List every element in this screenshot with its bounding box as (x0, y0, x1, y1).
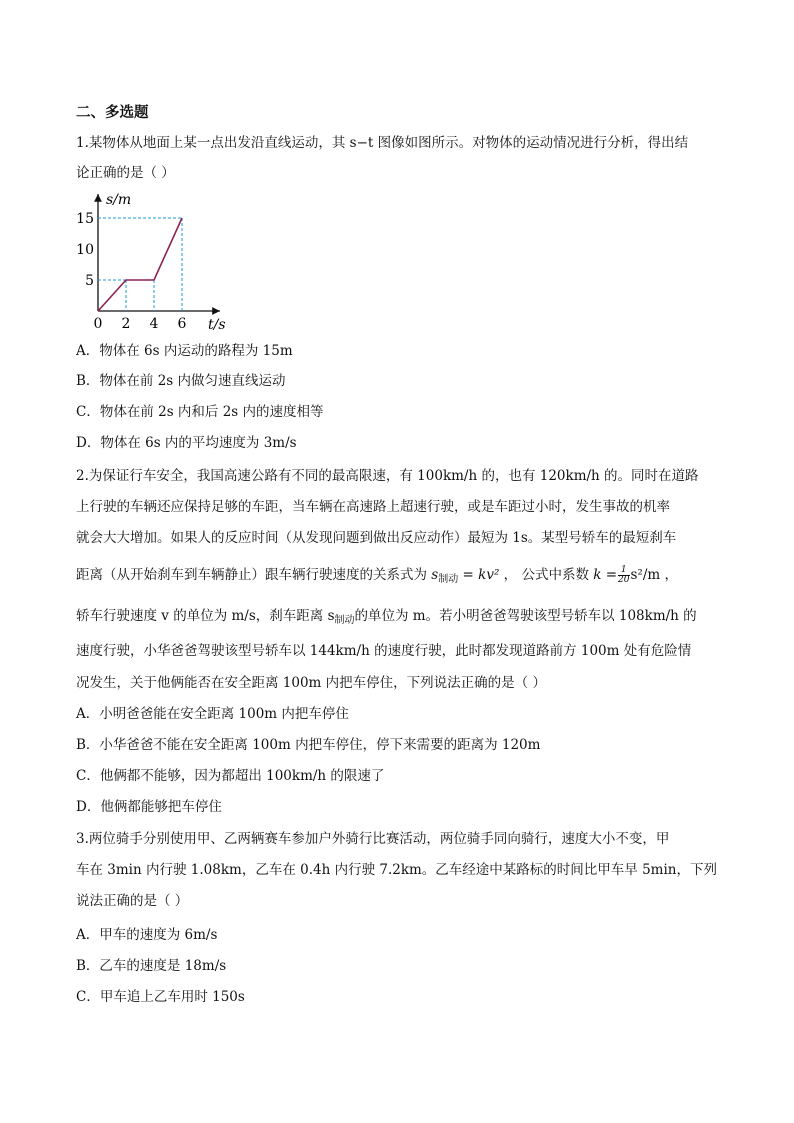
q1-option-b: B．物体在前 2s 内做匀速直线运动 (76, 373, 286, 389)
y-tick-label: 10 (76, 242, 94, 258)
braking-formula: $s_{制动} = kv^2$ (431, 567, 500, 585)
x-tick-label: 2 (121, 316, 131, 332)
series-line (98, 218, 182, 311)
x-tick-label: 4 (149, 316, 159, 332)
q3-option-b: B．乙车的速度是 18m/s (76, 958, 227, 974)
q2-line7: 况发生，关于他俩能否在安全距离 100m 内把车停住，下列说法正确的是（ ） (76, 675, 546, 691)
x-tick-label: 6 (177, 316, 187, 332)
section-title: 二、多选题 (76, 105, 149, 121)
q1-option-d: D．物体在 6s 内的平均速度为 3m/s (76, 435, 297, 451)
y-axis-label: s/m (106, 192, 132, 208)
x-tick-label: 0 (93, 316, 103, 332)
q3-line2: 车在 3min 内行驶 1.08km，乙车在 0.4h 内行驶 7.2km。乙车经途中某路标的时间比甲车早 5min，下列 (76, 862, 717, 878)
q2-line4 (76, 565, 678, 590)
q2-line3: 就会大大增加。如果人的反应时间（从发现问题到做出反应动作）最短为 1s。某型号轿车的最短刹车 (76, 530, 677, 546)
q2-option-d: D．他俩都能够把车停住 (76, 799, 222, 815)
q2-line4-end: ， (664, 567, 678, 583)
q3-line1: 3.两位骑手分别使用甲、乙两辆赛车参加户外骑行比赛活动，两位骑手同向骑行，速度大小不变，甲 (76, 831, 670, 847)
q2-line4-mid: ， 公式中系数 (503, 567, 589, 583)
q2-option-c: C．他俩都不能够，因为都超出 100km/h 的限速了 (76, 768, 385, 784)
q3-option-c: C．甲车追上乙车用时 150s (76, 989, 245, 1005)
q2-line4-text: 距离（从开始刹车到车辆静止）跟车辆行驶速度的关系式为 (76, 567, 427, 583)
k-formula: k = $\frac{1}{20}$ s²/m (593, 565, 661, 585)
q3-option-a: A．甲车的速度为 6m/s (76, 927, 218, 943)
q2-line6: 速度行驶，小华爸爸驾驶该型号轿车以 144km/h 的速度行驶，此时都发现道路前方 100m 处有危险情 (76, 643, 692, 659)
y-tick-label: 15 (76, 211, 94, 227)
q2-option-b: B．小华爸爸不能在安全距离 100m 内把车停住，停下来需要的距离为 120m (76, 737, 541, 753)
x-axis-label: t/s (208, 317, 226, 333)
q2-line1: 2.为保证行车安全，我国高速公路有不同的最高限速，有 100km/h 的，也有 120km/h 的。同时在道路 (76, 468, 699, 484)
q2-option-a: A．小明爸爸能在安全距离 100m 内把车停住 (76, 706, 349, 722)
y-tick-label: 5 (85, 273, 94, 289)
q1-option-a: A．物体在 6s 内运动的路程为 15m (76, 343, 293, 359)
q3-line3: 说法正确的是（ ） (76, 893, 189, 909)
st-graph (78, 188, 238, 338)
q2-line5: 轿车行驶速度 v 的单位为 m/s，刹车距离 $s_{制动}$的单位为 m。若小明爸爸驾驶该型号轿车以 108km/h 的 (76, 608, 697, 626)
q1-stem-line2: 论正确的是（ ） (76, 165, 175, 181)
q2-line2: 上行驶的车辆还应保持足够的车距，当车辆在高速路上超速行驶，或是车距过小时，发生事故的机率 (76, 499, 670, 515)
q1-stem-line1: 1.某物体从地面上某一点出发沿直线运动，其 s−t 图像如图所示。对物体的运动情况进行分析，得出结 (76, 135, 689, 151)
q1-option-c: C．物体在前 2s 内和后 2s 内的速度相等 (76, 404, 324, 420)
